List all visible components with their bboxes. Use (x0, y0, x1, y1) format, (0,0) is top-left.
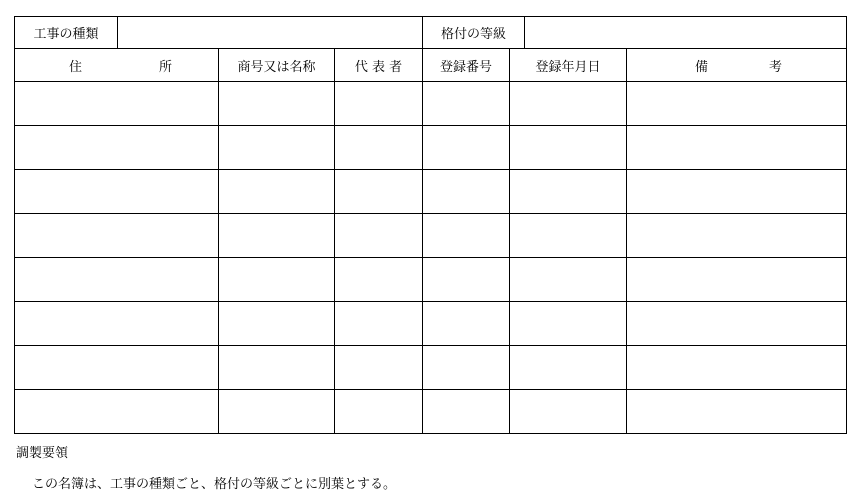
remarks-cell[interactable] (627, 126, 847, 170)
registration-number-cell[interactable] (423, 390, 510, 434)
registration-date-cell[interactable] (510, 170, 627, 214)
table-row (15, 258, 847, 302)
registration-number-cell[interactable] (423, 302, 510, 346)
preparation-notes (16, 442, 396, 492)
address-cell[interactable] (15, 346, 219, 390)
table-row (15, 126, 847, 170)
address-cell[interactable] (15, 126, 219, 170)
representative-cell[interactable] (335, 170, 423, 214)
contractor-register-form (14, 16, 846, 434)
representative-cell[interactable] (335, 346, 423, 390)
form-header-row (15, 17, 847, 49)
registration-number-cell[interactable] (423, 346, 510, 390)
remarks-cell[interactable] (627, 302, 847, 346)
address-cell[interactable] (15, 214, 219, 258)
remarks-cell[interactable] (627, 82, 847, 126)
registration-date-cell[interactable] (510, 302, 627, 346)
address-cell[interactable] (15, 390, 219, 434)
address-header-char-2: 所 (158, 59, 172, 75)
notes-body: この名簿は、工事の種類ごと、格付の等級ごとに別葉とする。 (32, 477, 397, 492)
representative-cell[interactable] (335, 82, 423, 126)
trade-name-cell[interactable] (219, 126, 335, 170)
representative-cell[interactable] (335, 302, 423, 346)
form-header-table (14, 16, 847, 49)
remarks-cell[interactable] (627, 258, 847, 302)
representative-cell[interactable] (335, 390, 423, 434)
registration-date-cell[interactable] (510, 214, 627, 258)
registration-date-cell[interactable] (510, 258, 627, 302)
address-cell[interactable] (15, 258, 219, 302)
registration-number-cell[interactable] (423, 82, 510, 126)
trade-name-cell[interactable] (219, 170, 335, 214)
registration-number-cell[interactable] (423, 170, 510, 214)
representative-cell[interactable] (335, 214, 423, 258)
table-row (15, 170, 847, 214)
table-row (15, 346, 847, 390)
column-header-representative: 代 表 者 (335, 49, 423, 82)
registration-date-cell[interactable] (510, 346, 627, 390)
registration-number-cell[interactable] (423, 258, 510, 302)
notes-title: 調製要領 (16, 446, 69, 461)
trade-name-cell[interactable] (219, 214, 335, 258)
trade-name-cell[interactable] (219, 82, 335, 126)
remarks-header-char-2: 考 (768, 59, 782, 75)
address-cell[interactable] (15, 82, 219, 126)
grade-label: 格付の等級 (423, 17, 525, 49)
register-header-row (15, 49, 847, 82)
trade-name-cell[interactable] (219, 258, 335, 302)
registration-date-cell[interactable] (510, 390, 627, 434)
address-header-char-1: 住 (69, 59, 83, 75)
register-table (14, 48, 847, 434)
grade-field[interactable] (525, 17, 847, 49)
registration-date-cell[interactable] (510, 82, 627, 126)
work-type-label: 工事の種類 (15, 17, 118, 49)
trade-name-cell[interactable] (219, 346, 335, 390)
table-row (15, 82, 847, 126)
remarks-cell[interactable] (627, 346, 847, 390)
column-header-remarks (627, 49, 847, 82)
registration-number-cell[interactable] (423, 214, 510, 258)
column-header-trade-name: 商号又は名称 (219, 49, 335, 82)
table-row (15, 214, 847, 258)
trade-name-cell[interactable] (219, 302, 335, 346)
table-row (15, 390, 847, 434)
work-type-field[interactable] (118, 17, 423, 49)
column-header-address (15, 49, 219, 82)
representative-cell[interactable] (335, 258, 423, 302)
registration-date-cell[interactable] (510, 126, 627, 170)
trade-name-cell[interactable] (219, 390, 335, 434)
remarks-cell[interactable] (627, 214, 847, 258)
column-header-registration-date: 登録年月日 (510, 49, 627, 82)
column-header-registration-number: 登録番号 (423, 49, 510, 82)
remarks-cell[interactable] (627, 390, 847, 434)
table-row (15, 302, 847, 346)
registration-number-cell[interactable] (423, 126, 510, 170)
remarks-cell[interactable] (627, 170, 847, 214)
representative-cell[interactable] (335, 126, 423, 170)
address-cell[interactable] (15, 302, 219, 346)
address-cell[interactable] (15, 170, 219, 214)
remarks-header-char-1: 備 (695, 59, 709, 75)
